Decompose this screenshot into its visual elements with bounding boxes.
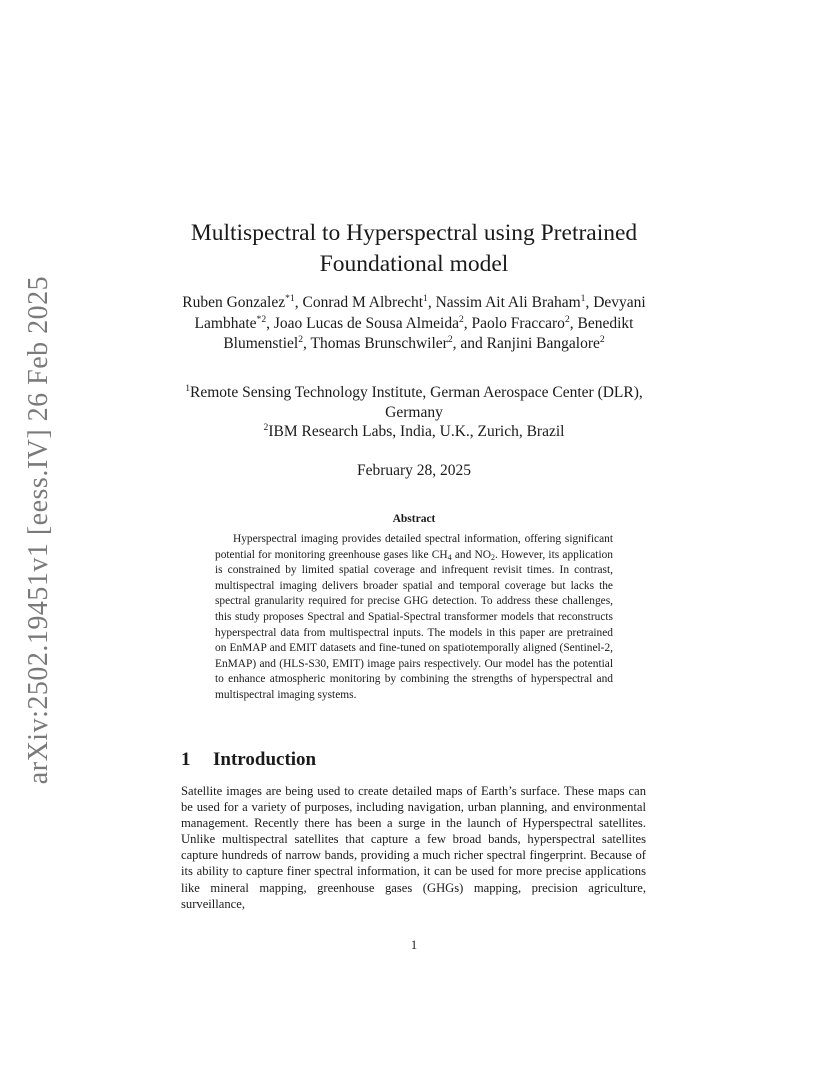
section-number: 1 — [181, 749, 191, 770]
author — [302, 294, 435, 311]
arxiv-identifier-stamp — [15, 275, 63, 785]
author-name: Nassim Ait Ali Braham — [435, 294, 581, 311]
author-name: Ranjini Bangalore — [486, 335, 600, 352]
author-separator: , — [294, 294, 303, 311]
section-heading — [181, 749, 316, 771]
author-list — [160, 293, 668, 355]
abstract-subscript: 4 — [447, 552, 452, 562]
author-name: Paolo Fraccaro — [471, 314, 565, 332]
author-name: Ruben Gonzalez — [182, 294, 286, 311]
author — [487, 335, 605, 352]
arxiv-identifier-text: arXiv:2502.19451v1 [eess.IV] 26 Feb 2025 — [23, 275, 54, 785]
abstract-heading: Abstract — [392, 513, 436, 525]
author-separator: , — [266, 314, 274, 332]
author-name: Devyani Lambhate — [194, 294, 646, 332]
abstract-body — [215, 532, 613, 704]
author-name: Joao Lucas de Sousa Almeida — [273, 314, 459, 332]
author-affiliation-mark: *2 — [256, 313, 267, 325]
author-separator: , — [463, 314, 472, 332]
author-separator: , — [569, 314, 578, 332]
publication-date: February 28, 2025 — [356, 462, 472, 479]
author-affiliation-mark: 2 — [298, 334, 304, 346]
affiliation — [160, 422, 668, 442]
section-title: Introduction — [213, 749, 317, 770]
page-number: 1 — [410, 938, 418, 952]
abstract-text: and NO — [451, 548, 491, 561]
affiliation-list — [160, 383, 668, 442]
author-name: Conrad M Albrecht — [302, 294, 424, 311]
affiliation-text: IBM Research Labs, India, U.K., Zurich, Brazil — [268, 423, 565, 440]
abstract-text: Hyperspectral imaging provides detailed spectral information, offering significant potential for monitoring greenhouse gases like CH — [215, 533, 613, 561]
introduction-body: Satellite images are being used to create detailed maps of Earth’s surface. These maps can be used for a variety of purposes, including navigation, urban planning, and environmental management. Recently there has been a surge in the launch of Hyperspectral satellites. Unlike multispectral satellites that capture a few broad bands, hyperspectral satellites capture hundreds of narrow bands, providing a much richer spectral fingerprint. Because of its ability to capture finer spectral information, it can be used for more precise applications like mineral mapping, greenhouse gases (GHGs) mapping, precision agriculture, surveillance, — [181, 784, 646, 911]
author-affiliation-mark: 1 — [423, 293, 428, 305]
author — [472, 315, 578, 332]
affiliation — [160, 383, 668, 422]
author-name: Thomas Brunschwiler — [310, 335, 448, 352]
author-name: Benedikt Blumenstiel — [223, 314, 634, 352]
author — [274, 315, 472, 332]
author-separator: , and — [452, 335, 487, 352]
author-affiliation-mark: 2 — [458, 313, 464, 325]
abstract-subscript: 2 — [490, 552, 495, 562]
affiliation-text: Remote Sensing Technology Institute, German Aerospace Center (DLR), Germany — [190, 384, 643, 421]
author-affiliation-mark: *1 — [285, 293, 295, 305]
author-affiliation-mark: 2 — [599, 334, 605, 346]
author-affiliation-mark: 1 — [580, 293, 586, 305]
author-affiliation-mark: 2 — [447, 334, 453, 346]
author — [311, 335, 487, 352]
author — [436, 294, 594, 311]
author-separator: , — [427, 294, 436, 311]
abstract-text: . However, its application is constrained by limited spatial coverage and infrequent revisit times. In contrast, multispectral imaging delivers broader spatial and temporal coverage but lacks the spectral granularity required for precise GHG detection. To address these challenges, this study proposes Spectral and Spatial-Spectral transformer models that reconstructs hyperspectral data from multispectral inputs. The models in this paper are pretrained on EnMAP and EMIT datasets and fine-tuned on spatiotemporally aligned (Sentinel-2, EnMAP) and (HLS-S30, EMIT) image pairs respectively. Our model has the potential to enhance atmospheric monitoring by combining the strengths of hyperspectral and multispectral imaging systems. — [215, 548, 614, 701]
affiliation-mark: 2 — [263, 422, 269, 434]
author — [182, 294, 302, 311]
affiliation-mark: 1 — [185, 383, 191, 395]
author-separator: , — [585, 294, 594, 311]
author-affiliation-mark: 2 — [564, 313, 570, 325]
paper-title: Multispectral to Hyperspectral using Pretrained Foundational model — [190, 220, 638, 277]
author-separator: , — [303, 335, 311, 352]
